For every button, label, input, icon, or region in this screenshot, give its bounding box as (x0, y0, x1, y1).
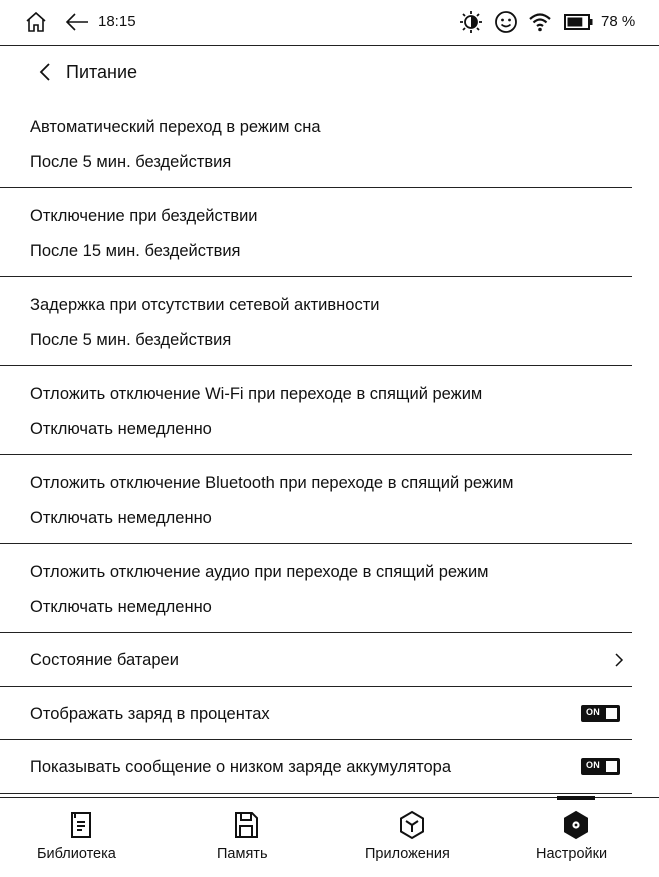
setting-title: Отложить отключение Wi-Fi при переходе в спящий режим (30, 385, 483, 403)
setting-battery-state[interactable] (0, 633, 632, 687)
back-arrow-icon[interactable] (64, 11, 90, 33)
face-icon[interactable] (494, 10, 518, 34)
nav-label: Память (217, 846, 268, 862)
wifi-icon[interactable] (528, 11, 552, 33)
setting-value: Отключать немедленно (30, 598, 212, 616)
storage-icon (231, 810, 261, 840)
toggle-knob (606, 708, 617, 719)
battery-fill (568, 18, 583, 27)
setting-wifi-delay[interactable] (0, 366, 632, 455)
apps-icon (397, 810, 427, 840)
setting-title: Показывать сообщение о низком заряде аккумулятора (30, 758, 452, 776)
setting-audio-delay[interactable] (0, 544, 632, 633)
battery-icon (564, 12, 594, 32)
setting-low-battery-message[interactable] (0, 740, 632, 794)
setting-value: После 5 мин. бездействия (30, 331, 232, 349)
setting-idle-poweroff[interactable] (0, 188, 632, 277)
toggle-switch[interactable] (581, 705, 620, 722)
chevron-left-icon[interactable] (38, 62, 52, 82)
settings-list (0, 99, 659, 794)
setting-value: После 5 мин. бездействия (30, 153, 232, 171)
setting-title: Автоматический переход в режим сна (30, 118, 321, 136)
toggle-knob (606, 761, 617, 772)
setting-network-delay[interactable] (0, 277, 632, 366)
nav-label: Настройки (536, 846, 608, 862)
toggle-state: ON (586, 706, 601, 717)
brightness-icon[interactable] (459, 10, 483, 34)
setting-title: Отложить отключение Bluetooth при переходе в спящий режим (30, 474, 514, 492)
nav-library[interactable] (30, 798, 134, 877)
nav-apps[interactable] (360, 798, 464, 877)
setting-value: После 15 мин. бездействия (30, 242, 241, 260)
setting-bluetooth-delay[interactable] (0, 455, 632, 544)
page-header (0, 52, 659, 94)
toggle-state: ON (586, 760, 601, 770)
page-title: Питание (66, 62, 138, 82)
setting-value: Отключать немедленно (30, 420, 212, 438)
settings-icon (561, 810, 591, 840)
nav-label: Библиотека (37, 846, 116, 862)
setting-title: Отложить отключение аудио при переходе в спящий режим (30, 563, 489, 581)
nav-storage[interactable] (210, 798, 286, 877)
setting-title: Отключение при бездействии (30, 207, 258, 225)
setting-title: Состояние батареи (30, 651, 179, 669)
status-bar (0, 0, 659, 46)
home-icon[interactable] (24, 10, 48, 34)
toggle-switch[interactable] (581, 758, 620, 775)
setting-auto-sleep[interactable] (0, 99, 632, 188)
library-icon (66, 810, 96, 840)
setting-value: Отключать немедленно (30, 509, 212, 527)
setting-title: Задержка при отсутствии сетевой активности (30, 296, 380, 314)
bottom-navigation (0, 797, 659, 877)
nav-label: Приложения (365, 846, 450, 862)
setting-title: Отображать заряд в процентах (30, 704, 270, 723)
clock: 18:15 (98, 13, 136, 30)
nav-settings[interactable] (530, 798, 626, 877)
setting-show-percent[interactable] (0, 687, 632, 741)
chevron-right-icon (614, 653, 624, 667)
battery-percent: 78 % (601, 13, 636, 30)
